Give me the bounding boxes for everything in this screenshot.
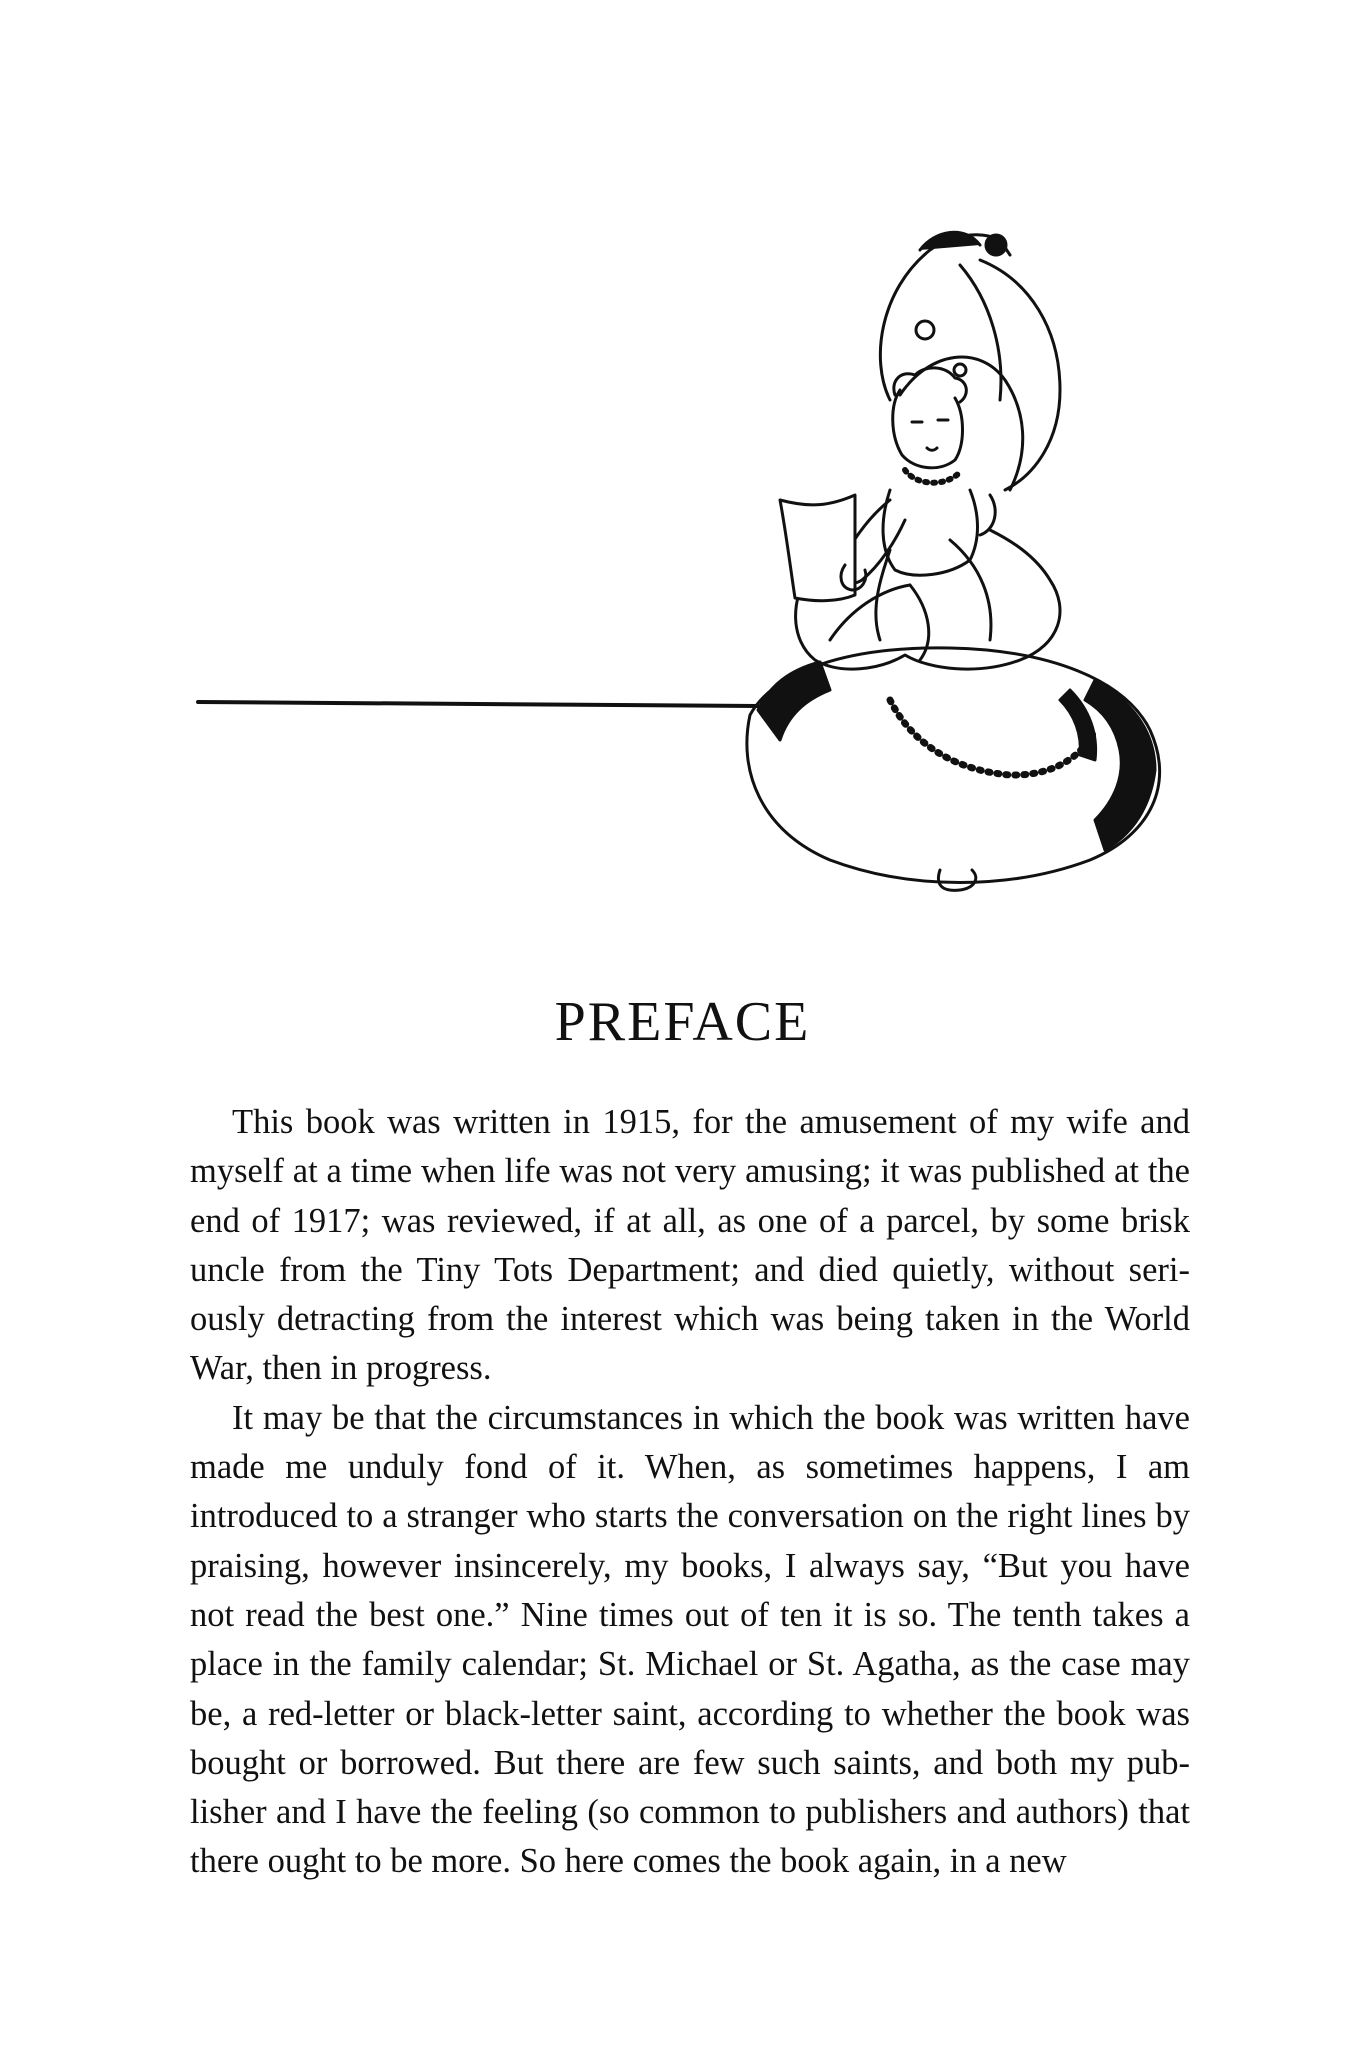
girl-sitting-on-pincushion-illustration <box>190 170 1200 930</box>
page-title: PREFACE <box>554 991 811 1053</box>
paragraph: This book was written in 1915, for the amusement of my wife and myself at a time when life was not very amusing; it was published at the end of 1917; was reviewed, if at all, as one of a parcel, by some brisk uncle from the Tiny Tots Department; and died quietly, without seriously detracting from the interest which was being taken in the World War, then in progress. <box>190 1103 1190 1388</box>
paragraph: It may be that the circumstances in which the book was written have made me unduly fond of it. When, as sometimes happens, I am introduced to a stranger who starts the conversation on the right lines by praising, however insincerely, my books, I always say, “But you have not read the best one.” Nine times out of ten it is so. The tenth takes a place in the family calendar; St. Michael or St. Agatha, as the case may be, a red-letter or black-letter saint, according to whether the book was bought or borrowed. But there are few such saints, and both my publisher and I have the feeling (so common to publishers and authors) that there ought to be more. So here comes the book again, in a new <box>190 1398 1190 1881</box>
body-text <box>190 1098 1190 1887</box>
